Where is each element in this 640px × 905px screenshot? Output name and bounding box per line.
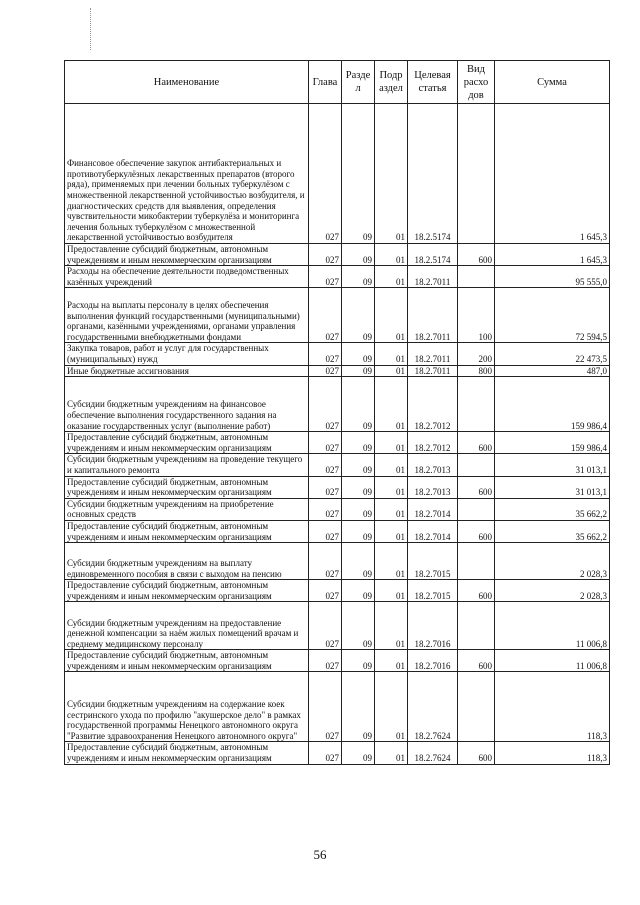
row-target: 18.2.5174 [408,104,458,244]
header-chapter: Глава [309,61,342,104]
row-section: 09 [342,543,375,580]
row-chapter: 027 [309,343,342,365]
row-chapter: 027 [309,672,342,742]
row-expense-type: 200 [458,343,495,365]
row-target: 18.2.7624 [408,672,458,742]
row-target: 18.2.7011 [408,343,458,365]
row-amount: 487,0 [495,365,610,377]
row-amount: 1 645,3 [495,104,610,244]
row-chapter: 027 [309,742,342,764]
row-chapter: 027 [309,498,342,520]
row-section: 09 [342,580,375,602]
table-header-row [65,61,610,104]
row-expense-type: 600 [458,476,495,498]
row-section: 09 [342,672,375,742]
row-name: Субсидии бюджетным учреждениям на финансовое обеспечение выполнения государственного задания на оказание государственных услуг (выполнение работ) [65,377,309,432]
row-expense-type: 600 [458,650,495,672]
budget-table [64,60,610,765]
row-name: Предоставление субсидий бюджетным, автономным учреждениям и иным некоммерческим организациям [65,476,309,498]
row-expense-type [458,498,495,520]
row-name: Субсидии бюджетным учреждениям на содержание коек сестринского ухода по профилю "акушерское дело" в рамках государственной программы Ненецкого автономного округа "Развитие здравоохранения Ненецкого автономного округа" [65,672,309,742]
row-section: 09 [342,288,375,343]
row-section: 09 [342,476,375,498]
row-chapter: 027 [309,454,342,476]
header-section: Разде л [342,61,375,104]
row-amount: 35 662,2 [495,498,610,520]
row-chapter: 027 [309,580,342,602]
row-subsection: 01 [375,377,408,432]
table-row [65,377,610,432]
row-subsection: 01 [375,602,408,650]
row-amount: 22 473,5 [495,343,610,365]
table-row [65,498,610,520]
row-target: 18.2.7011 [408,288,458,343]
row-subsection: 01 [375,650,408,672]
row-amount: 1 645,3 [495,244,610,266]
table-row [65,343,610,365]
row-section: 09 [342,432,375,454]
row-chapter: 027 [309,432,342,454]
row-chapter: 027 [309,650,342,672]
row-subsection: 01 [375,454,408,476]
row-name: Расходы на обеспечение деятельности подведомственных казённых учреждений [65,266,309,288]
row-amount: 118,3 [495,672,610,742]
row-name: Закупка товаров, работ и услуг для государственных (муниципальных) нужд [65,343,309,365]
row-subsection: 01 [375,498,408,520]
row-target: 18.2.7016 [408,602,458,650]
row-section: 09 [342,498,375,520]
table-row [65,266,610,288]
row-chapter: 027 [309,104,342,244]
row-chapter: 027 [309,244,342,266]
row-section: 09 [342,377,375,432]
table-row [65,672,610,742]
row-expense-type [458,266,495,288]
row-subsection: 01 [375,266,408,288]
row-amount: 118,3 [495,742,610,764]
row-name: Предоставление субсидий бюджетным, автономным учреждениям и иным некоммерческим организациям [65,650,309,672]
header-expense-type: Вид расхо дов [458,61,495,104]
row-chapter: 027 [309,365,342,377]
row-target: 18.2.7624 [408,742,458,764]
row-target: 18.2.7012 [408,432,458,454]
row-expense-type: 600 [458,742,495,764]
row-section: 09 [342,104,375,244]
row-section: 09 [342,454,375,476]
row-chapter: 027 [309,543,342,580]
table-row [65,288,610,343]
table-row [65,454,610,476]
row-expense-type [458,104,495,244]
row-amount: 2 028,3 [495,543,610,580]
row-subsection: 01 [375,672,408,742]
row-subsection: 01 [375,476,408,498]
row-target: 18.2.7013 [408,476,458,498]
row-expense-type: 600 [458,580,495,602]
row-section: 09 [342,650,375,672]
row-section: 09 [342,343,375,365]
row-section: 09 [342,244,375,266]
row-name: Субсидии бюджетным учреждениям на выплату единовременного пособия в связи с выходом на пенсию [65,543,309,580]
row-target: 18.2.7012 [408,377,458,432]
row-expense-type: 600 [458,520,495,542]
table-row [65,432,610,454]
row-subsection: 01 [375,244,408,266]
row-target: 18.2.7011 [408,365,458,377]
row-subsection: 01 [375,543,408,580]
row-expense-type [458,672,495,742]
row-expense-type: 600 [458,244,495,266]
row-name: Предоставление субсидий бюджетным, автономным учреждениям и иным некоммерческим организациям [65,742,309,764]
row-chapter: 027 [309,602,342,650]
row-target: 18.2.7014 [408,498,458,520]
row-chapter: 027 [309,377,342,432]
row-name: Субсидии бюджетным учреждениям на приобретение основных средств [65,498,309,520]
row-subsection: 01 [375,288,408,343]
header-subsection: Подр аздел [375,61,408,104]
row-target: 18.2.7011 [408,266,458,288]
row-expense-type [458,454,495,476]
row-section: 09 [342,742,375,764]
row-name: Иные бюджетные ассигнования [65,365,309,377]
row-expense-type [458,543,495,580]
row-chapter: 027 [309,520,342,542]
row-chapter: 027 [309,476,342,498]
table-row [65,602,610,650]
table-row [65,476,610,498]
row-section: 09 [342,365,375,377]
table-row [65,520,610,542]
page-number: 56 [313,847,327,862]
row-subsection: 01 [375,343,408,365]
header-name: Наименование [65,61,309,104]
table-row [65,742,610,764]
table-row [65,244,610,266]
row-name: Финансовое обеспечение закупок антибактериальных и противотуберкулёзных лекарственных препаратов (второго ряда), применяемых при лечении больных туберкулёзом с множественной лекарственной устойчивостью возбудителя, и диагностических средств для выявления, определения чувствительности микобактерии туберкулёза и мониторинга лечения больных туберкулёзом с множественной лекарственной устойчивостью возбудителя [65,104,309,244]
table-body [65,104,610,765]
row-amount: 11 006,8 [495,650,610,672]
row-amount: 11 006,8 [495,602,610,650]
row-name: Предоставление субсидий бюджетным, автономным учреждениям и иным некоммерческим организациям [65,244,309,266]
table-row [65,365,610,377]
row-amount: 2 028,3 [495,580,610,602]
row-target: 18.2.7013 [408,454,458,476]
row-subsection: 01 [375,580,408,602]
row-chapter: 027 [309,288,342,343]
table-row [65,650,610,672]
row-name: Расходы на выплаты персоналу в целях обеспечения выполнения функций государственными (муниципальными) органами, казёнными учреждениями, органами управления государственными внебюджетными фондами [65,288,309,343]
row-target: 18.2.7016 [408,650,458,672]
header-amount: Сумма [495,61,610,104]
row-subsection: 01 [375,104,408,244]
table-row [65,543,610,580]
row-amount: 31 013,1 [495,454,610,476]
row-name: Субсидии бюджетным учреждениям на проведение текущего и капитального ремонта [65,454,309,476]
table-row [65,580,610,602]
row-section: 09 [342,520,375,542]
row-amount: 159 986,4 [495,377,610,432]
row-expense-type: 600 [458,432,495,454]
row-expense-type: 100 [458,288,495,343]
row-name: Субсидии бюджетным учреждениям на предоставление денежной компенсации за наём жилых помещений врачам и среднему медицинскому персоналу [65,602,309,650]
row-amount: 31 013,1 [495,476,610,498]
row-expense-type [458,602,495,650]
row-subsection: 01 [375,520,408,542]
row-expense-type: 800 [458,365,495,377]
row-subsection: 01 [375,432,408,454]
header-target: Целевая статья [408,61,458,104]
row-subsection: 01 [375,365,408,377]
scan-artifact [90,8,92,50]
row-subsection: 01 [375,742,408,764]
row-chapter: 027 [309,266,342,288]
row-name: Предоставление субсидий бюджетным, автономным учреждениям и иным некоммерческим организациям [65,580,309,602]
row-section: 09 [342,266,375,288]
row-amount: 159 986,4 [495,432,610,454]
row-target: 18.2.7015 [408,580,458,602]
row-amount: 72 594,5 [495,288,610,343]
row-target: 18.2.7014 [408,520,458,542]
row-expense-type [458,377,495,432]
row-amount: 35 662,2 [495,520,610,542]
row-target: 18.2.5174 [408,244,458,266]
table-row [65,104,610,244]
row-section: 09 [342,602,375,650]
row-name: Предоставление субсидий бюджетным, автономным учреждениям и иным некоммерческим организациям [65,432,309,454]
row-target: 18.2.7015 [408,543,458,580]
row-amount: 95 555,0 [495,266,610,288]
row-name: Предоставление субсидий бюджетным, автономным учреждениям и иным некоммерческим организациям [65,520,309,542]
